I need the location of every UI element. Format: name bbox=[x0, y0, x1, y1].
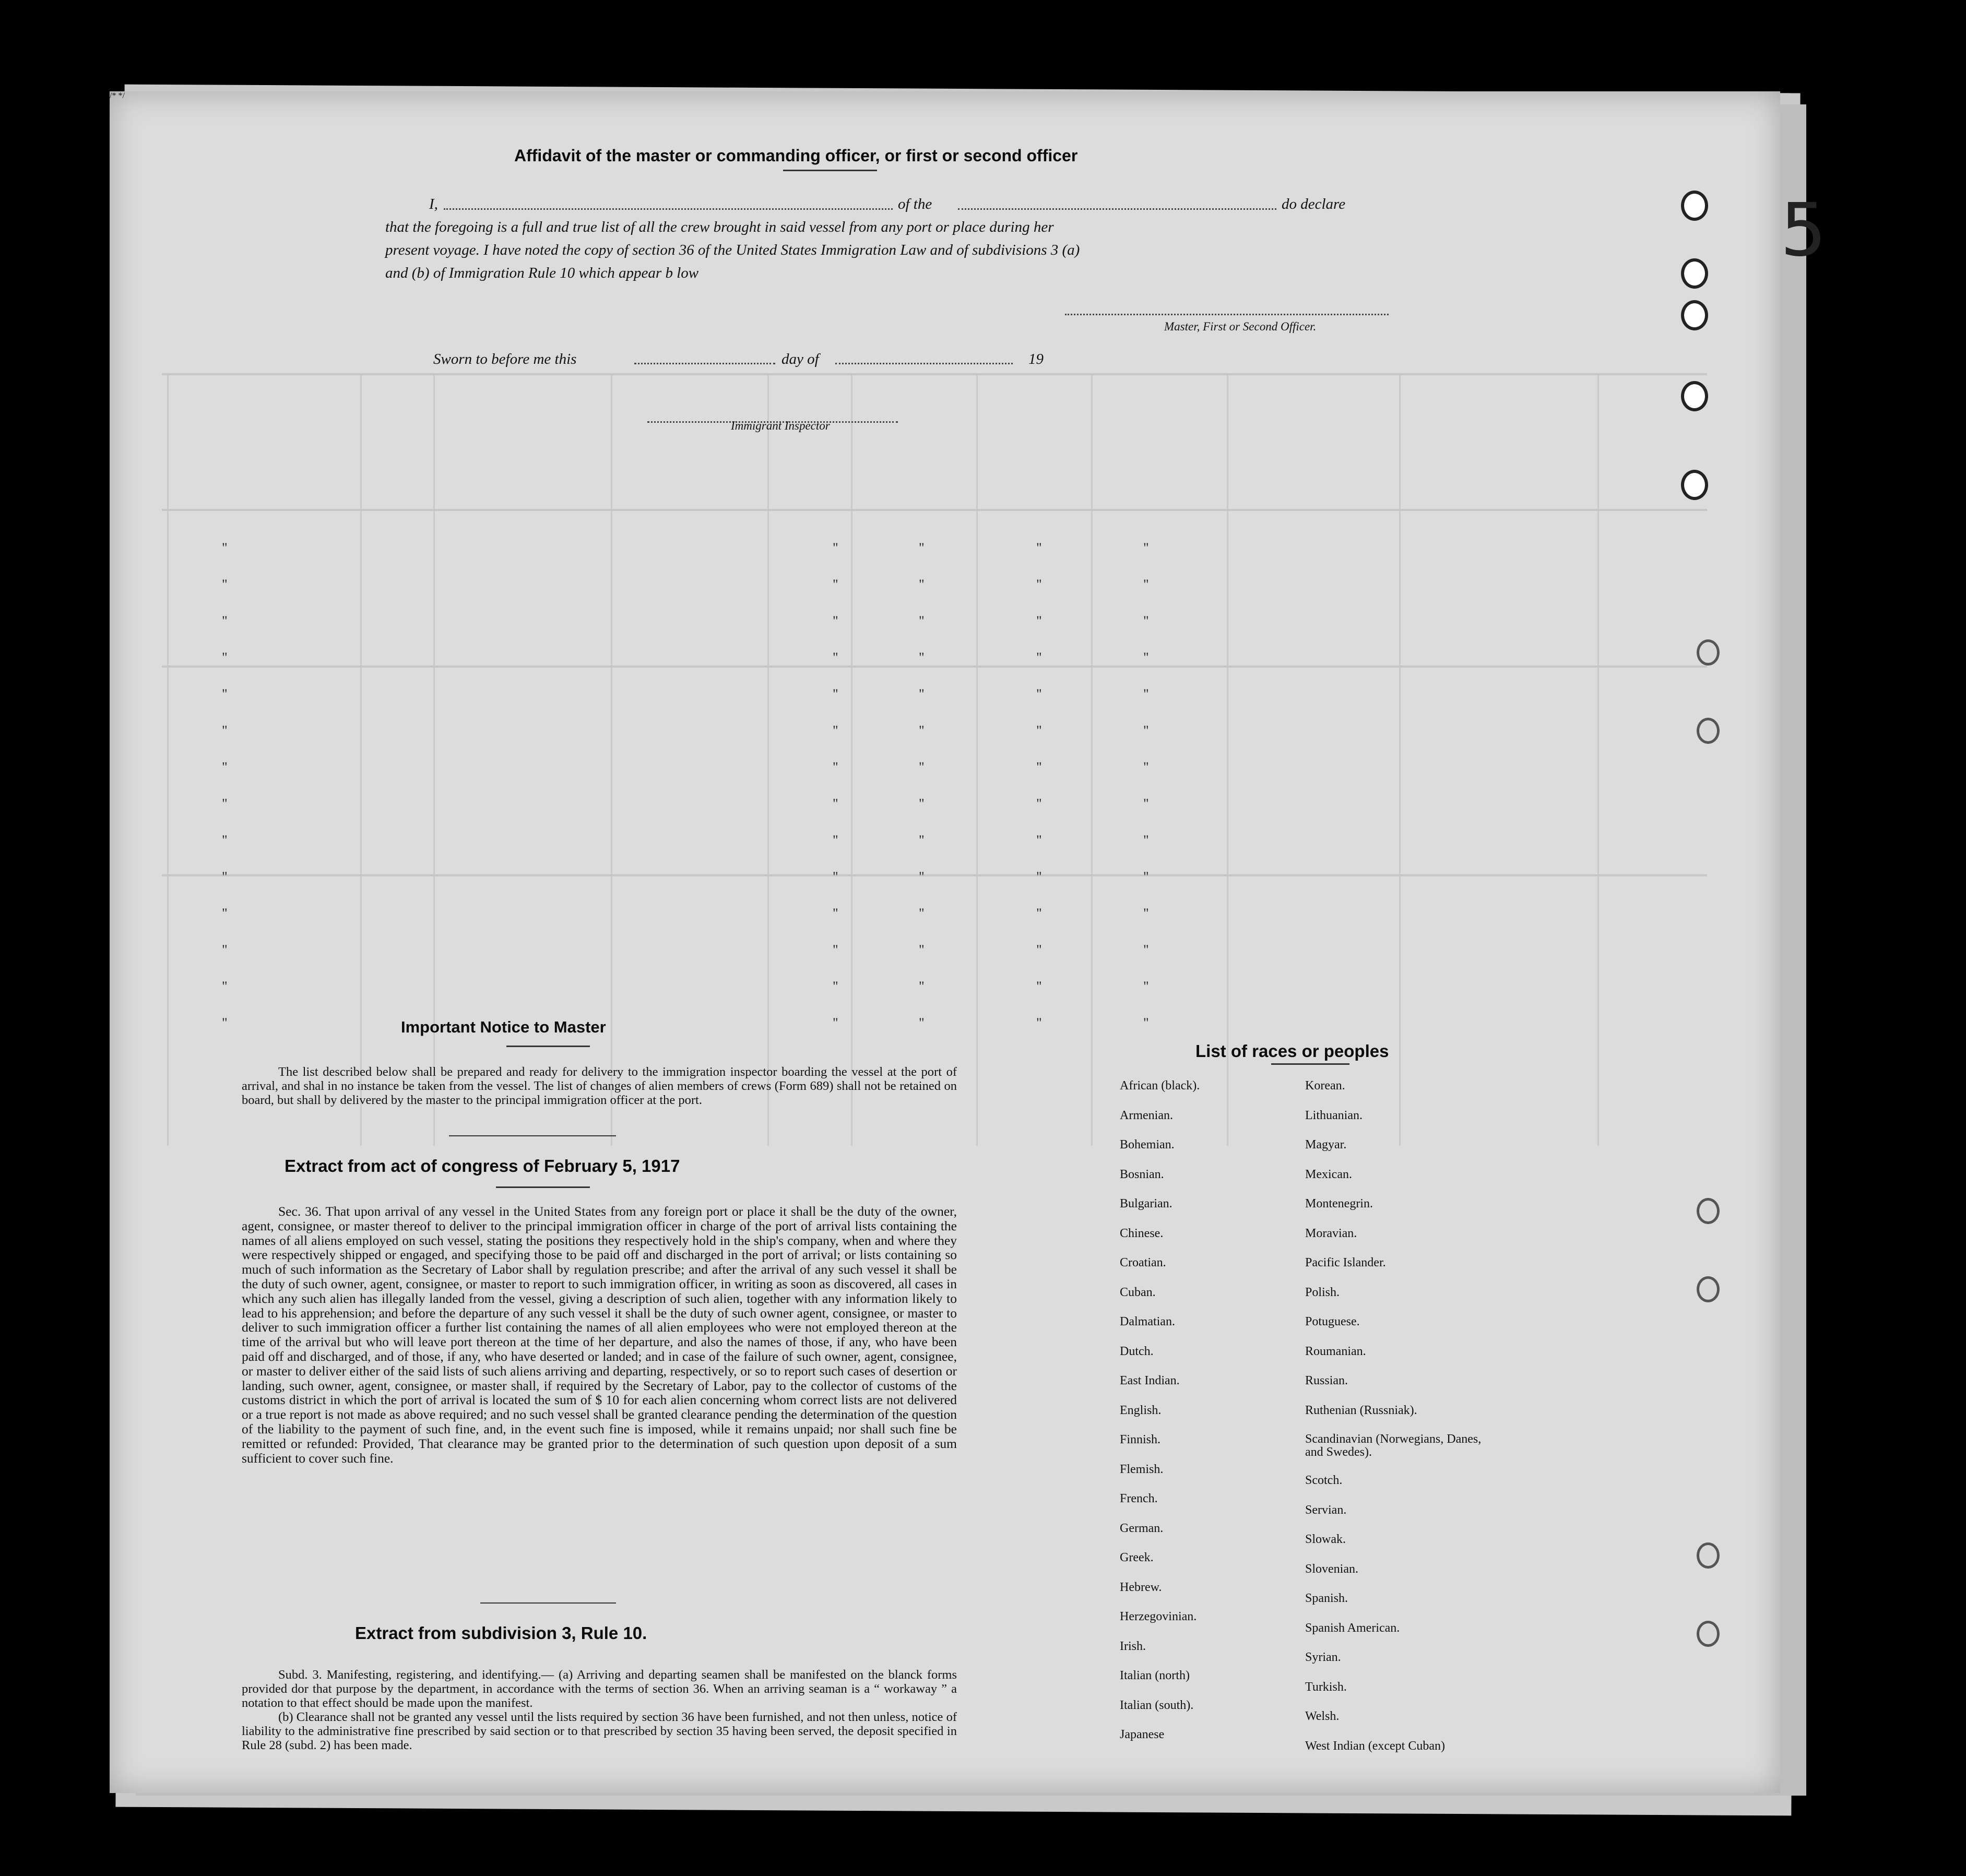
ditto-mark: " bbox=[222, 979, 228, 994]
race-item: Mexican. bbox=[1305, 1167, 1352, 1181]
ditto-mark: " bbox=[1036, 759, 1042, 775]
races-underline bbox=[1271, 1063, 1349, 1065]
ditto-mark: " bbox=[222, 942, 228, 957]
ghost-grid-line bbox=[360, 373, 362, 1146]
ditto-mark: " bbox=[833, 723, 838, 738]
race-item: Servian. bbox=[1305, 1503, 1347, 1517]
ghost-grid-line bbox=[162, 373, 1707, 375]
race-item: Magyar. bbox=[1305, 1138, 1347, 1151]
ditto-mark: " bbox=[222, 906, 228, 921]
ditto-mark: " bbox=[222, 796, 228, 811]
ditto-mark: " bbox=[833, 906, 838, 921]
race-item: Russian. bbox=[1305, 1374, 1348, 1387]
ditto-mark: " bbox=[919, 650, 925, 665]
punch-hole bbox=[1697, 1621, 1720, 1647]
race-item: African (black). bbox=[1120, 1079, 1200, 1093]
race-item: Armenian. bbox=[1120, 1108, 1173, 1122]
ditto-mark: " bbox=[1143, 759, 1149, 775]
ditto-mark: " bbox=[222, 613, 228, 628]
ditto-mark: " bbox=[919, 759, 925, 775]
ditto-mark: " bbox=[919, 979, 925, 994]
punch-hole bbox=[1681, 191, 1708, 221]
signature-fill-line bbox=[1065, 313, 1389, 315]
sworn-year: 19 bbox=[1028, 351, 1044, 367]
notice-paragraph: The list described below shall be prepared and ready for delivery to the immigration inspector boarding the vessel at the port of arrival, and shal in no instance be taken from the vessel. The list of changes of alien members of crews (Form 689) shall not be retained on board, but shall by delivered by the master to the principal immigration officer at the port. bbox=[242, 1065, 957, 1107]
ditto-mark: " bbox=[919, 577, 925, 592]
ditto-mark: " bbox=[1036, 1015, 1042, 1030]
ditto-mark: " bbox=[222, 869, 228, 884]
races-heading: List of races or peoples bbox=[1195, 1041, 1389, 1061]
ditto-mark: " bbox=[222, 759, 228, 775]
ditto-mark: " bbox=[222, 686, 228, 702]
race-item: Moravian. bbox=[1305, 1226, 1357, 1240]
day-fill-line bbox=[634, 362, 775, 364]
ghost-grid-line bbox=[167, 373, 169, 1146]
punch-hole bbox=[1681, 300, 1708, 330]
ditto-mark: " bbox=[919, 723, 925, 738]
race-item: Bosnian. bbox=[1120, 1167, 1164, 1181]
ghost-grid-line bbox=[767, 373, 769, 1146]
ditto-mark: " bbox=[1143, 577, 1149, 592]
race-item: Korean. bbox=[1305, 1079, 1345, 1093]
race-item: Polish. bbox=[1305, 1285, 1340, 1299]
race-item: Slovenian. bbox=[1305, 1562, 1358, 1576]
ditto-mark: " bbox=[1036, 723, 1042, 738]
punch-hole bbox=[1681, 470, 1708, 500]
ditto-mark: " bbox=[833, 650, 838, 665]
punch-hole bbox=[1681, 381, 1708, 411]
affidavit-heading: Affidavit of the master or commanding officer, or first or second officer bbox=[514, 146, 1078, 165]
race-item: Herzegovinian. bbox=[1120, 1610, 1197, 1623]
ghost-grid-line bbox=[851, 373, 852, 1146]
race-item: Welsh. bbox=[1305, 1709, 1340, 1723]
race-item: Greek. bbox=[1120, 1551, 1154, 1564]
ditto-mark: " bbox=[1036, 577, 1042, 592]
notice-heading: Important Notice to Master bbox=[401, 1018, 606, 1036]
ditto-mark: " bbox=[1143, 613, 1149, 628]
affidavit-line-4: and (b) of Immigration Rule 10 which appear b low bbox=[385, 265, 699, 281]
race-item: Dalmatian. bbox=[1120, 1315, 1175, 1328]
ditto-mark: " bbox=[1036, 686, 1042, 702]
ditto-mark: " bbox=[222, 540, 228, 555]
race-item: Spanish. bbox=[1305, 1592, 1348, 1605]
extract-rule-text bbox=[242, 1668, 957, 1752]
ditto-mark: " bbox=[919, 869, 925, 884]
ditto-mark: " bbox=[1143, 686, 1149, 702]
ditto-mark: " bbox=[1143, 869, 1149, 884]
race-item: Scotch. bbox=[1305, 1474, 1343, 1487]
extract-rule-heading: Extract from subdivision 3, Rule 10. bbox=[355, 1623, 647, 1643]
race-item: Roumanian. bbox=[1305, 1344, 1366, 1358]
ghost-grid-line bbox=[162, 509, 1707, 511]
race-item: Hebrew. bbox=[1120, 1580, 1162, 1594]
handwritten-page-number: 5 bbox=[1780, 188, 1827, 273]
ditto-mark: " bbox=[833, 577, 838, 592]
ditto-mark: " bbox=[833, 979, 838, 994]
race-item: Croatian. bbox=[1120, 1256, 1166, 1269]
affidavit-do-declare: do declare bbox=[1282, 196, 1346, 212]
ditto-mark: " bbox=[833, 1015, 838, 1030]
ditto-mark: " bbox=[919, 906, 925, 921]
ditto-mark: " bbox=[222, 650, 228, 665]
race-item: Syrian. bbox=[1305, 1651, 1341, 1664]
ghost-grid-line bbox=[976, 373, 978, 1146]
ditto-mark: " bbox=[833, 796, 838, 811]
month-fill-line bbox=[835, 362, 1013, 364]
ditto-mark: " bbox=[1036, 833, 1042, 848]
ditto-mark: " bbox=[222, 833, 228, 848]
race-item: East Indian. bbox=[1120, 1374, 1180, 1387]
race-item: Potuguese. bbox=[1305, 1315, 1360, 1328]
ditto-mark: " bbox=[1143, 1015, 1149, 1030]
ditto-mark: " bbox=[1036, 942, 1042, 957]
ditto-mark: " bbox=[1036, 796, 1042, 811]
sworn-text: Sworn to before me this bbox=[433, 351, 577, 367]
ditto-mark: " bbox=[1036, 979, 1042, 994]
race-item: Bohemian. bbox=[1120, 1138, 1175, 1151]
race-item: Scandinavian (Norwegians, Danes, and Swedes). bbox=[1305, 1432, 1482, 1459]
ditto-mark: " bbox=[1143, 833, 1149, 848]
extract-act-underline bbox=[496, 1186, 590, 1188]
race-item: English. bbox=[1120, 1403, 1162, 1417]
affidavit-of-the: of the bbox=[898, 196, 932, 212]
punch-hole bbox=[1697, 1542, 1720, 1569]
section-divider bbox=[480, 1602, 616, 1604]
ditto-mark: " bbox=[919, 833, 925, 848]
ditto-mark: " bbox=[833, 833, 838, 848]
ditto-mark: " bbox=[833, 540, 838, 555]
ditto-mark: " bbox=[1036, 906, 1042, 921]
ditto-mark: " bbox=[919, 540, 925, 555]
race-item: Chinese. bbox=[1120, 1226, 1164, 1240]
ditto-mark: " bbox=[1143, 723, 1149, 738]
signature-label: Master, First or Second Officer. bbox=[1164, 320, 1317, 333]
race-item: Pacific Islander. bbox=[1305, 1256, 1386, 1269]
inspector-label: Immigrant Inspector bbox=[731, 419, 830, 432]
race-item: Ruthenian (Russniak). bbox=[1305, 1403, 1417, 1417]
ditto-mark: " bbox=[1143, 979, 1149, 994]
ditto-mark: " bbox=[833, 759, 838, 775]
ghost-grid-line bbox=[1227, 373, 1228, 1146]
ghost-grid-line bbox=[162, 666, 1707, 668]
extract-act-paragraph: Sec. 36. That upon arrival of any vessel in the United States from any foreign port or place it shall be the duty of the owner, agent, consignee, or master thereof to deliver to the principal immigration officer in charge of the port of arrival lists containing the names of all aliens employed on such vessel, stating the positions they respectively hold in the ship's company, when and where they were respectively shipped or engaged, and specifying those to be paid off and discharged in the port of arrival; or lists containing so much of such information as the Secretary of Labor shall by regulation prescribe; and after the arrival of any such vessel it shall be the duty of such owner, agent, consignee, or master to report to such immigration officer, in writing as soon as discovered, all cases in which any such alien has illegally landed from the vessel, giving a description of such alien, together with any information likely to lead to his apprehension; and before the departure of any such vessel it shall be the duty of such owner agent, consignee, or master to deliver to such immigration officer a further list containing the names of all alien employees who were not employed thereon at the time of the arrival but who will leave port thereon at the time of her departure, and also the names of those, if any, who have been paid off and discharged, and of those, if any, who have deserted or landed; and in case of the failure of such owner, agent, consignee, or master to deliver either of the said lists of such aliens arriving and departing, respectively, or so to report such cases of desertion or landing, such owner, agent, consignee, or master shall, if required by the Secretary of Labor, pay to the collector of customs of the customs district in which the port of arrival is located the sum of $ 10 for each alien concerning whom correct lists are not delivered or a true report is not made as above required; and no such vessel shall be granted clearance pending the determination of the question of the liability to the payment of such fine, and, in the event such fine is imposed, while it remains unpaid; nor shall such fine be remitted or refunded: Provided, That clearance may be granted prior to the determination of such question upon deposit of a sum sufficient to cover such fine. bbox=[242, 1204, 957, 1466]
punch-hole bbox=[1697, 1276, 1720, 1302]
race-item: Montenegrin. bbox=[1305, 1197, 1373, 1210]
ditto-mark: " bbox=[833, 613, 838, 628]
race-item: Flemish. bbox=[1120, 1462, 1164, 1476]
punch-hole bbox=[1697, 639, 1720, 666]
ditto-mark: " bbox=[1143, 650, 1149, 665]
ditto-mark: " bbox=[1143, 942, 1149, 957]
ditto-mark: " bbox=[919, 942, 925, 957]
ditto-mark: " bbox=[1036, 650, 1042, 665]
ghost-grid-line bbox=[1091, 373, 1093, 1146]
vessel-fill-line bbox=[958, 207, 1276, 210]
ditto-mark: " bbox=[833, 869, 838, 884]
ditto-mark: " bbox=[1143, 540, 1149, 555]
ditto-mark: " bbox=[919, 796, 925, 811]
ditto-mark: " bbox=[833, 686, 838, 702]
ghost-grid-line bbox=[162, 874, 1707, 876]
sworn-day-of: day of bbox=[781, 351, 819, 367]
ditto-mark: " bbox=[1036, 613, 1042, 628]
ditto-mark: " bbox=[222, 577, 228, 592]
notice-text bbox=[242, 1065, 957, 1107]
ghost-grid-line bbox=[611, 373, 612, 1146]
race-item: Italian (north) bbox=[1120, 1669, 1190, 1682]
race-item: Finnish. bbox=[1120, 1433, 1161, 1446]
race-item: Spanish American. bbox=[1305, 1621, 1400, 1635]
race-item: Italian (south). bbox=[1120, 1698, 1194, 1712]
affidavit-i: I, bbox=[429, 196, 438, 212]
heading-underline bbox=[783, 170, 877, 171]
race-item: Slowak. bbox=[1305, 1533, 1346, 1546]
punch-hole bbox=[1697, 1198, 1720, 1224]
extract-act-heading: Extract from act of congress of February 5, 1917 bbox=[285, 1156, 680, 1176]
ditto-mark: " bbox=[833, 942, 838, 957]
ditto-mark: " bbox=[1036, 869, 1042, 884]
race-item: French. bbox=[1120, 1492, 1158, 1505]
rule-paragraph-a: Subd. 3. Manifesting, registering, and identifying.— (a) Arriving and departing seamen shall be manifested on the blanck forms provided dor that purpose by the department, in accordance with the terms of section 36. When an arriving seaman is a “ workaway ” a notation to that effect should be made upon the manifest. bbox=[242, 1668, 957, 1710]
name-fill-line bbox=[444, 207, 893, 210]
race-item: Lithuanian. bbox=[1305, 1108, 1363, 1122]
ghost-grid-line bbox=[1399, 373, 1401, 1146]
ditto-mark: " bbox=[919, 613, 925, 628]
rule-paragraph-b: (b) Clearance shall not be granted any vessel until the lists required by section 36 have been furnished, and not then unless, notice of liability to the administrative fine prescribed by said section or to that prescribed by section 35 having been served, the deposit specified in Rule 28 (subd. 2) has been made. bbox=[242, 1710, 957, 1752]
race-item: Turkish. bbox=[1305, 1680, 1347, 1694]
race-item: Japanese bbox=[1120, 1728, 1165, 1741]
ditto-mark: " bbox=[1143, 906, 1149, 921]
ditto-mark: " bbox=[919, 686, 925, 702]
notice-underline bbox=[506, 1046, 590, 1047]
ghost-grid-line bbox=[1597, 373, 1599, 1146]
race-item: West Indian (except Cuban) bbox=[1305, 1739, 1445, 1753]
ditto-mark: " bbox=[1143, 796, 1149, 811]
race-item: Dutch. bbox=[1120, 1344, 1154, 1358]
ditto-mark: " bbox=[222, 723, 228, 738]
punch-hole bbox=[1697, 718, 1720, 744]
section-divider bbox=[449, 1135, 616, 1136]
ditto-mark: " bbox=[919, 1015, 925, 1030]
extract-act-text bbox=[242, 1204, 957, 1465]
affidavit-line-3: present voyage. I have noted the copy of section 36 of the United States Immigration Law and of subdivisions 3 (a) bbox=[385, 242, 1080, 258]
affidavit-line-2: that the foregoing is a full and true list of all the crew brought in said vessel from any port or place during her bbox=[385, 219, 1054, 235]
punch-hole bbox=[1681, 258, 1708, 289]
document-page: Affidavit of the master or commanding officer, or first or second officer I, of the /* */ do declare that the foregoing is a full and true list of all the crew brought in said vessel from any port or place during her present voyage. I have noted the copy of section 36 of the United States Immigration Law and of subdivisions 3 (a) and (b) of Immigration Rule 10 which appear b low Master, First or Second Officer. Sworn to before me this day of 19 Immigrant Inspector " " " " " " " " " " " " " " " " " " " " " " " " " " " " " " " " " " " " " " " " " " " " " " " " " " " " " " " " " " " " " " " " " " " " " " Important Notice to Master The list described below shall be prepared and ready for delivery to the immigration inspector boarding the vessel at the port of arrival, and shal in no instance be taken from the vessel. The list of changes of alien members of crews (Form 689) shall not be retained on board, but shall by delivered by the master to the principal immigration officer at the port. Extract from act of congress of February 5, 1917 Sec. 36. That upon arrival of any vessel in the United States from any foreign port or place it shall be the duty of the owner, agent, consignee, or master thereof to deliver to the principal immigration officer in charge of the port of arrival lists containing the names of all aliens employed on such vessel, stating the positions they respectively hold in the ship's company, when and where they were respectively shipped or engaged, and specifying those to be paid off and discharged in the port of arrival; or lists containing so much of such information as the Secretary of Labor shall by regulation prescribe; and after the arrival of any such vessel it shall be the duty of such owner, agent, consignee, or master to report to such immigration officer, in writing as soon as discovered, all cases in which any such alien has illegally landed from the vessel, giving a description of such alien, together with any information likely to lead to his apprehension; and before the departure of any such vessel it shall be the duty of such owner agent, consignee, or master to deliver to such immigration officer a further list containing the names of all alien employees who were not employed thereon at the time of the arrival but who will leave port thereon at the time of her departure, and also the names of those, if any, who have been paid off and discharged, and of those, if any, who have deserted or landed; and in case of the failure of such owner, agent, consignee, or master to deliver either of the said lists of such aliens arriving and departing, respectively, or so to report such cases of desertion or landing, such owner, agent, consignee, or master shall, if required by the Secretary of Labor, pay to the collector of customs of the customs district in which the port of arrival is located the sum of $ 10 for each alien concerning whom correct lists are not delivered or a true report is not made as above required; and no such vessel shall be granted clearance pending the determination of the question of the liability to the payment of such fine, and, in the event such fine is imposed, while it remains unpaid; nor shall such fine be remitted or refunded: Provided, That clearance may be granted prior to the determination of such question upon deposit of a sum sufficient to cover such fine. Extract from subdivision 3, Rule 10. Subd. 3. Manifesting, registering, and identifying.— (a) Arriving and departing seamen shall be manifested on the blanck forms provided dor that purpose by the department, in accordance with the terms of section 36. When an arriving seaman is a “ workaway ” a notation to that effect should be made upon the manifest. (b) Clearance shall not be granted any vessel until the lists required by section 36 have been furnished, and not then unless, notice of liability to the administrative fine prescribed by said section or to that prescribed by section 35 having been served, the deposit specified in Rule 28 (subd. 2) has been made. List of races or peoples African (black). Armenian. Bohemian. Bosnian. Bulgarian. Chinese. Croatian. Cuban. Dalmatian. Dutch. East Indian. English. Finnish. Flemish. French. German. Greek. Hebrew. Herzegovinian. Irish. Italian (north) Italian (south). Japanese Korean. Lithuanian. Magyar. Mexican. Montenegrin. Moravian. Pacific Islander. Polish. Potuguese. Roumanian. Russian. Ruthenian (Russniak). Scandinavian (Norwegians, Danes, and Swedes). Scotch. Servian. Slowak. Slovenian. Spanish. Spanish American. Syrian. Turkish. Welsh. West Indian (except Cuban) bbox=[110, 91, 1780, 1793]
race-item: Bulgarian. bbox=[1120, 1197, 1173, 1210]
ditto-mark: " bbox=[1036, 540, 1042, 555]
ditto-mark: " bbox=[222, 1015, 228, 1030]
race-item: Irish. bbox=[1120, 1639, 1146, 1653]
race-item: Cuban. bbox=[1120, 1285, 1156, 1299]
race-item: German. bbox=[1120, 1521, 1164, 1535]
